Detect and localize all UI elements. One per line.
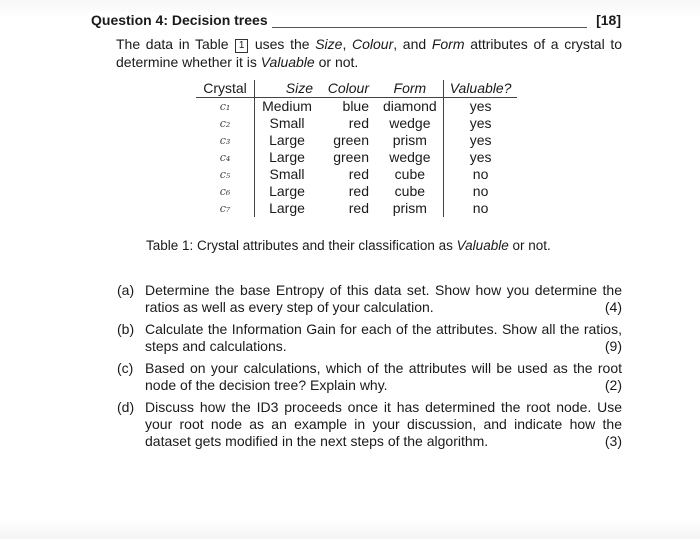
table-row (196, 132, 517, 149)
table-reference-link[interactable]: 1 (235, 39, 248, 53)
cell-crystal: c₆ (196, 183, 255, 200)
attr-form-emph: Form (431, 36, 465, 52)
cell-size: Small (269, 115, 305, 131)
cell-crystal: c₇ (196, 200, 255, 217)
cell-crystal: c₁ (196, 98, 255, 116)
question-intro (116, 35, 622, 71)
sub-question-text: Based on your calculations, which of the attributes will be used as the root node of the decision tree? Explain why. (145, 360, 622, 393)
sub-question-points: (2) (604, 377, 622, 393)
intro-text: attributes of a crystal to determine whether it is (116, 36, 623, 70)
cell-valuable: yes (469, 149, 492, 165)
col-header-size: Size (255, 80, 320, 98)
cell-crystal: c₄ (196, 149, 255, 166)
caption-emph: Valuable (456, 238, 509, 253)
header-rule (269, 27, 587, 28)
intro-text: , and (393, 36, 427, 52)
question-title: Question 4: Decision trees (91, 12, 272, 28)
sub-question-label: (b) (117, 321, 135, 337)
table-row (196, 149, 517, 166)
cell-form: wedge (377, 149, 443, 166)
intro-text: The data in Table (116, 36, 229, 52)
cell-valuable: yes (469, 115, 492, 131)
cell-colour: blue (342, 98, 369, 114)
table-row (196, 166, 517, 183)
cell-crystal: c₂ (196, 115, 255, 132)
cell-valuable: yes (469, 132, 492, 148)
cell-size: Medium (262, 98, 312, 114)
question-header (91, 10, 621, 30)
sub-question-c (117, 360, 622, 394)
sub-question-a (117, 282, 622, 316)
cell-valuable: no (472, 200, 489, 216)
cell-colour: red (348, 200, 369, 216)
intro-text: , (342, 36, 347, 52)
cell-size: Large (269, 132, 305, 148)
sub-question-text: Determine the base Entropy of this data set. Show how you determine the ratios as well as every step of your calculation. (145, 282, 622, 315)
table-header-row (196, 80, 517, 98)
sub-question-list (117, 282, 622, 455)
table-row (196, 183, 517, 200)
sub-question-d (117, 399, 622, 450)
sub-question-text: Discuss how the ID3 proceeds once it has determined the root node. Use your root node as an example in your discussion, and indicate how the dataset gets modified in the next steps of the algorithm. (145, 399, 622, 449)
question-total-marks: [18] (596, 12, 621, 28)
table-row (196, 200, 517, 217)
cell-form: prism (377, 200, 443, 217)
intro-text: uses the (254, 36, 310, 52)
cell-colour: red (348, 166, 369, 182)
crystal-table (196, 80, 517, 217)
sub-question-text: Calculate the Information Gain for each of the attributes. Show all the ratios, steps and calculations. (145, 321, 622, 354)
col-header-form: Form (377, 80, 443, 98)
cell-colour: green (333, 132, 369, 148)
cell-form: prism (377, 132, 443, 149)
valuable-emph: Valuable (260, 54, 315, 70)
cell-colour: green (333, 149, 369, 165)
cell-form: cube (377, 166, 443, 183)
cell-form: cube (377, 183, 443, 200)
cell-size: Large (269, 149, 305, 165)
cell-form: wedge (377, 115, 443, 132)
sub-question-label: (d) (117, 399, 135, 415)
cell-colour: red (348, 115, 369, 131)
attr-colour-emph: Colour (352, 36, 394, 52)
col-header-valuable: Valuable? (443, 80, 517, 98)
cell-size: Small (269, 166, 305, 182)
sub-question-points: (4) (604, 299, 622, 315)
cell-crystal: c₅ (196, 166, 255, 183)
col-header-colour: Colour (319, 80, 377, 98)
cell-form: diamond (377, 98, 443, 116)
sub-question-points: (9) (604, 338, 622, 354)
sub-question-label: (a) (117, 282, 135, 298)
table-row (196, 115, 517, 132)
cell-size: Large (269, 183, 305, 199)
sub-question-b (117, 321, 622, 355)
cell-valuable: no (472, 166, 489, 182)
cell-colour: red (348, 183, 369, 199)
col-header-crystal: Crystal (196, 80, 255, 98)
attr-size-emph: Size (315, 36, 343, 52)
intro-text: or not. (318, 54, 359, 70)
cell-crystal: c₃ (196, 132, 255, 149)
sub-question-points: (3) (604, 433, 622, 449)
caption-text: Table 1: Crystal attributes and their classification as (146, 238, 453, 253)
cell-valuable: no (472, 183, 489, 199)
table-row (196, 98, 517, 116)
sub-question-label: (c) (117, 360, 134, 376)
cell-size: Large (269, 200, 305, 216)
caption-text: or not. (512, 238, 551, 253)
table-caption (146, 238, 551, 253)
cell-valuable: yes (469, 98, 492, 114)
